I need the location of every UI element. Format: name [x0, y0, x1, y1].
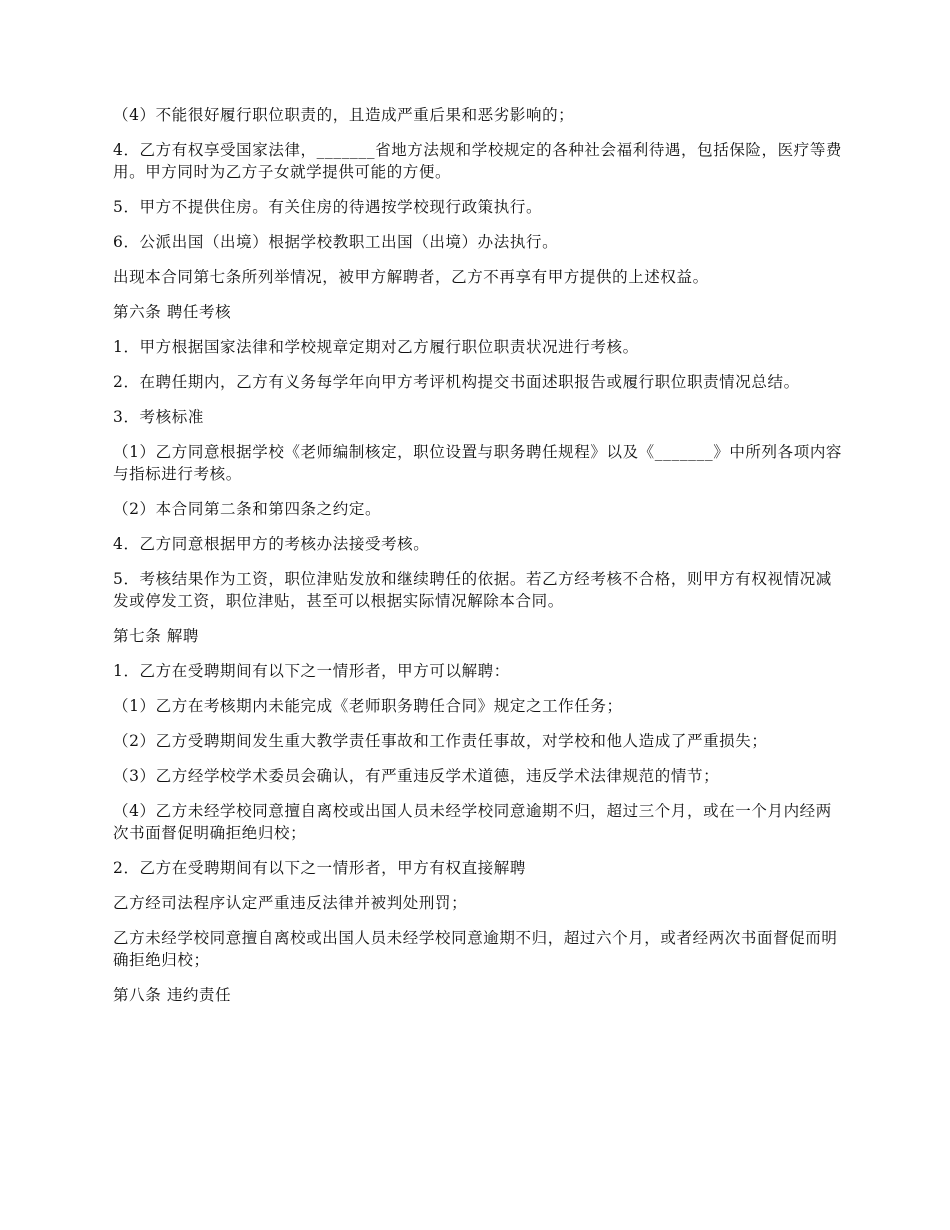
clause-overseas-travel: 6．公派出国（出境）根据学校教职工出国（出境）办法执行。	[113, 233, 559, 251]
clause-item-4-negligence: （4）不能很好履行职位职责的，且造成严重后果和恶劣影响的；	[113, 106, 575, 124]
clause-rights-forfeiture: 出现本合同第七条所列举情况，被甲方解聘者，乙方不再享有甲方提供的上述权益。	[113, 268, 709, 286]
clause-dismissal-item-3: （3）乙方经学校学术委员会确认，有严重违反学术道德，违反学术法律规范的情节；	[113, 767, 720, 785]
clause-dismissal-item-4: （4）乙方未经学校同意擅自离校或出国人员未经学校同意逾期不归，超过三个月，或在一个月内经两次书面督促明确拒绝归校；	[113, 802, 832, 842]
clause-standard-item-1: （1）乙方同意根据学校《老师编制核定，职位设置与职务聘任规程》以及《_______》中所列各项内容与指标进行考核。	[113, 443, 843, 483]
clause-direct-dismissal-criminal: 乙方经司法程序认定严重违反法律并被判处刑罚；	[113, 894, 468, 912]
section-heading-article-8: 第八条 违约责任	[113, 986, 232, 1004]
contract-page	[113, 104, 843, 1019]
clause-assessment-periodic: 1．甲方根据国家法律和学校规章定期对乙方履行职位职责状况进行考核。	[113, 338, 639, 356]
clause-welfare-benefits: 4．乙方有权享受国家法律，_______省地方法规和学校规定的各种社会福利待遇，包括保险，医疗等费用。甲方同时为乙方子女就学提供可能的方便。	[113, 141, 843, 181]
section-heading-article-6: 第六条 聘任考核	[113, 303, 232, 321]
clause-dismissal-item-1: （1）乙方在考核期内未能完成《老师职务聘任合同》规定之工作任务；	[113, 697, 623, 715]
clause-accept-assessment: 4．乙方同意根据甲方的考核办法接受考核。	[113, 535, 430, 553]
clause-housing: 5．甲方不提供住房。有关住房的待遇按学校现行政策执行。	[113, 198, 543, 216]
section-heading-article-7: 第七条 解聘	[113, 627, 200, 645]
clause-standard-item-2: （2）本合同第二条和第四条之约定。	[113, 500, 382, 518]
clause-dismissal-conditions: 1．乙方在受聘期间有以下之一情形者，甲方可以解聘：	[113, 662, 510, 680]
clause-assessment-standard: 3．考核标准	[113, 408, 204, 426]
clause-direct-dismissal: 2．乙方在受聘期间有以下之一情形者，甲方有权直接解聘	[113, 859, 526, 877]
clause-dismissal-item-2: （2）乙方受聘期间发生重大教学责任事故和工作责任事故，对学校和他人造成了严重损失；	[113, 732, 768, 750]
clause-assessment-results: 5．考核结果作为工资，职位津贴发放和继续聘任的依据。若乙方经考核不合格，则甲方有权视情况减发或停发工资，职位津贴，甚至可以根据实际情况解除本合同。	[113, 570, 832, 610]
clause-assessment-report: 2．在聘任期内，乙方有义务每学年向甲方考评机构提交书面述职报告或履行职位职责情况总结。	[113, 373, 800, 391]
clause-direct-dismissal-absence: 乙方未经学校同意擅自离校或出国人员未经学校同意逾期不归，超过六个月，或者经两次书面督促而明确拒绝归校；	[113, 929, 838, 969]
